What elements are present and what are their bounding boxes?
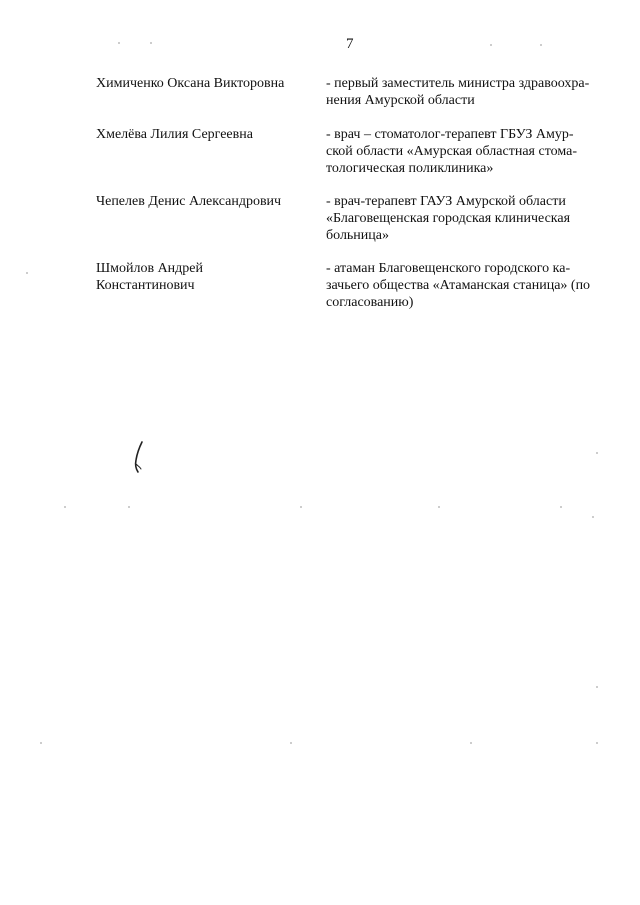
member-role: - врач – стоматолог-терапевт ГБУЗ Амур- ской области «Амурская областная стома- тологическая поликлиника»: [326, 127, 577, 176]
scan-speck: [64, 506, 66, 508]
scan-speck: [118, 42, 120, 44]
member-name: Шмойлов Андрей Константинович: [96, 261, 204, 293]
scan-speck: [596, 742, 598, 744]
signature-mark: [128, 440, 152, 476]
scan-speck: [490, 44, 492, 46]
member-name: Чепелев Денис Александрович: [96, 194, 282, 209]
scan-speck: [596, 686, 598, 688]
scan-speck: [150, 42, 152, 44]
scan-speck: [290, 742, 292, 744]
scan-speck: [560, 506, 562, 508]
member-role: - первый заместитель министра здравоохра- нения Амурской области: [326, 76, 590, 108]
member-role: - атаман Благовещенского городского ка- зачьего общества «Атаманская станица» (по согласованию): [326, 261, 591, 310]
scan-speck: [592, 516, 594, 518]
scan-speck: [470, 742, 472, 744]
page-number: 7: [346, 36, 354, 52]
scan-speck: [40, 742, 42, 744]
scan-speck: [26, 272, 28, 274]
scan-speck: [540, 44, 542, 46]
member-name: Хмелёва Лилия Сергеевна: [96, 127, 253, 142]
member-name: Химиченко Оксана Викторовна: [96, 76, 285, 91]
scan-speck: [438, 506, 440, 508]
member-role: - врач-терапевт ГАУЗ Амурской области «Благовещенская городская клиническая больница»: [326, 194, 571, 243]
scan-speck: [596, 452, 598, 454]
scan-speck: [128, 506, 130, 508]
scan-speck: [300, 506, 302, 508]
